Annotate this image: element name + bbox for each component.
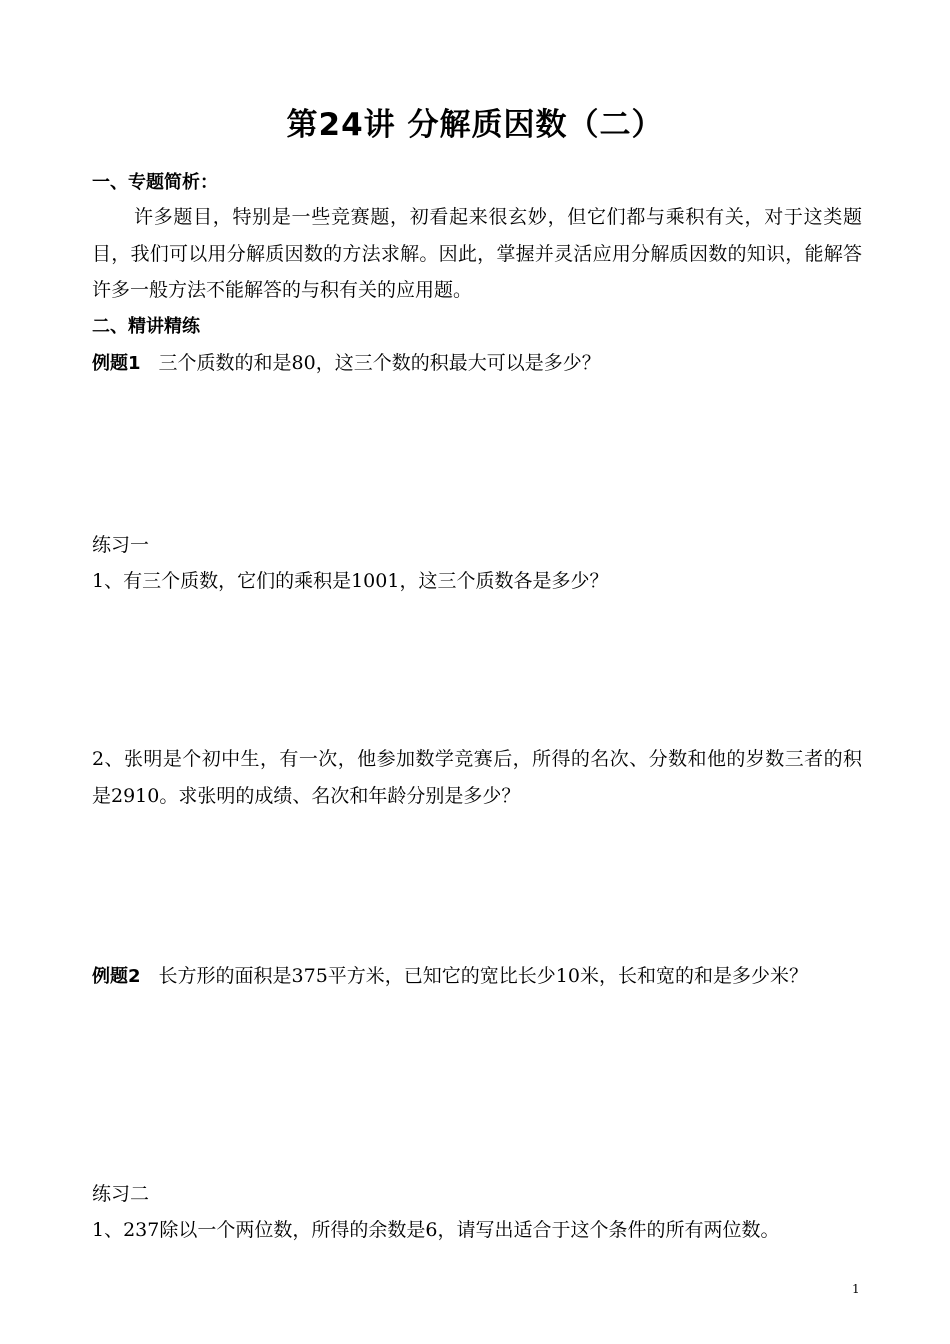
example-2-text: 长方形的面积是375平方米，已知它的宽比长少10米，长和宽的和是多少米？	[158, 965, 808, 987]
practice-2-question-1: 1、237除以一个两位数，所得的余数是6，请写出适合于这个条件的所有两位数。	[92, 1219, 780, 1241]
example-2	[92, 958, 862, 996]
section-heading-practice: 二、精讲精练	[92, 316, 200, 337]
practice-1-heading: 练习一	[92, 534, 150, 556]
example-1-text: 三个质数的和是80，这三个数的积最大可以是多少？	[158, 352, 601, 374]
page-title: 第24讲 分解质因数（二）	[286, 107, 664, 143]
example-1-label: 例题1	[92, 353, 141, 374]
example-2-label: 例题2	[92, 966, 141, 987]
practice-1-question-1: 1、有三个质数，它们的乘积是1001，这三个质数各是多少？	[92, 570, 609, 592]
section-heading-overview: 一、专题简析：	[92, 172, 218, 193]
page-number: 1	[852, 1282, 860, 1296]
overview-paragraph: 许多题目，特别是一些竞赛题，初看起来很玄妙，但它们都与乘积有关，对于这类题目，我们可以用分解质因数的方法求解。因此，掌握并灵活应用分解质因数的知识，能解答许多一般方法不能解答的与积有关的应用题。	[92, 206, 862, 301]
practice-1-question-2: 2、张明是个初中生，有一次，他参加数学竞赛后，所得的名次、分数和他的岁数三者的积是2910。求张明的成绩、名次和年龄分别是多少？	[92, 748, 862, 807]
practice-2-heading: 练习二	[92, 1183, 150, 1205]
example-1	[92, 345, 872, 382]
